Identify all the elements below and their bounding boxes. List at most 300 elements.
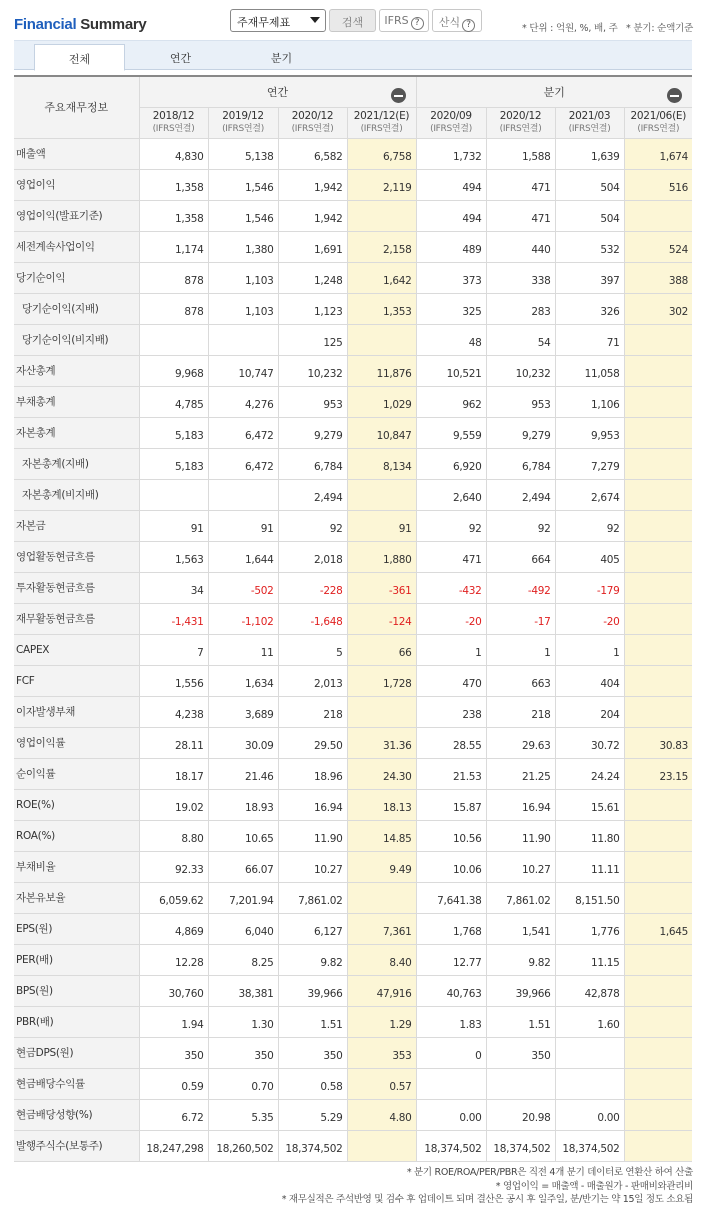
page-title <box>14 16 146 33</box>
column-period: 2020/09 <box>430 109 472 122</box>
table-cell: 1 <box>486 634 555 665</box>
column-header <box>278 107 347 138</box>
financial-summary-table <box>14 75 692 1162</box>
quarter-group-header <box>416 76 692 107</box>
table-cell: 5 <box>278 634 347 665</box>
table-cell: -1,648 <box>278 603 347 634</box>
table-cell: 283 <box>486 293 555 324</box>
ifrs-help-button[interactable] <box>379 9 429 32</box>
table-cell: 11 <box>208 634 278 665</box>
table-cell: 18.93 <box>208 789 278 820</box>
footnote: * 분기 ROE/ROA/PER/PBR은 직전 4개 분기 데이터로 연환산 하여 산출 <box>406 1167 693 1178</box>
row-label: 자본총계(지배) <box>14 448 139 479</box>
table-cell: 0.00 <box>416 1099 486 1130</box>
table-cell: 471 <box>416 541 486 572</box>
table-cell: 204 <box>555 696 624 727</box>
table-cell: 1,106 <box>555 386 624 417</box>
table-cell: 8,151.50 <box>555 882 624 913</box>
table-cell: 1.83 <box>416 1006 486 1037</box>
table-cell: 1,353 <box>347 293 416 324</box>
table-cell: 11.11 <box>555 851 624 882</box>
table-cell: -179 <box>555 572 624 603</box>
table-cell <box>139 324 208 355</box>
table-cell: 6,059.62 <box>139 882 208 913</box>
table-cell: 9,559 <box>416 417 486 448</box>
table-cell: 9.82 <box>486 944 555 975</box>
table-cell: 10,747 <box>208 355 278 386</box>
table-cell: 6,758 <box>347 138 416 169</box>
table-cell: 1,942 <box>278 200 347 231</box>
title-financial: Financial <box>14 16 77 33</box>
table-cell: 2,494 <box>278 479 347 510</box>
column-basis: (IFRS연결) <box>152 123 195 134</box>
collapse-annual-icon[interactable] <box>391 88 406 103</box>
row-label: 현금배당성향(%) <box>14 1099 139 1130</box>
table-cell <box>624 882 692 913</box>
table-cell: 40,763 <box>416 975 486 1006</box>
table-cell: 1,768 <box>416 913 486 944</box>
table-row <box>14 665 692 696</box>
row-label: 부채비율 <box>14 851 139 882</box>
table-row <box>14 913 692 944</box>
table-cell: 92 <box>278 510 347 541</box>
table-cell: 18.96 <box>278 758 347 789</box>
table-cell: 471 <box>486 169 555 200</box>
formula-label: 산식 <box>438 16 461 29</box>
summary-toolbar <box>0 0 703 40</box>
table-cell <box>347 1130 416 1161</box>
table-row <box>14 1037 692 1068</box>
row-label: 발행주식수(보통주) <box>14 1130 139 1161</box>
table-cell: 532 <box>555 231 624 262</box>
table-cell <box>624 789 692 820</box>
chevron-down-icon <box>310 17 320 23</box>
table-cell: 24.30 <box>347 758 416 789</box>
table-cell: 4,276 <box>208 386 278 417</box>
table-cell: 18,374,502 <box>416 1130 486 1161</box>
table-cell: 15.87 <box>416 789 486 820</box>
table-cell: 1,358 <box>139 200 208 231</box>
table-cell: 1 <box>416 634 486 665</box>
column-period: 2021/03 <box>568 109 611 122</box>
table-row <box>14 882 692 913</box>
table-cell: 6.72 <box>139 1099 208 1130</box>
table-cell: 11,876 <box>347 355 416 386</box>
table-cell: 10,232 <box>486 355 555 386</box>
table-cell: -20 <box>416 603 486 634</box>
table-cell: -361 <box>347 572 416 603</box>
column-header <box>624 107 692 138</box>
table-cell: 28.11 <box>139 727 208 758</box>
row-label: EPS(원) <box>14 913 139 944</box>
row-label: 영업이익률 <box>14 727 139 758</box>
table-row <box>14 200 692 231</box>
table-row <box>14 386 692 417</box>
table-cell: 0.59 <box>139 1068 208 1099</box>
annual-group-label: 연간 <box>266 85 289 99</box>
table-cell <box>624 696 692 727</box>
table-cell <box>624 851 692 882</box>
table-cell: 2,013 <box>278 665 347 696</box>
unit-note: * 단위 : 억원, %, 배, 주 <box>522 23 618 34</box>
table-row <box>14 479 692 510</box>
table-cell: 388 <box>624 262 692 293</box>
table-cell: 405 <box>555 541 624 572</box>
table-cell <box>624 355 692 386</box>
table-cell: 5,183 <box>139 417 208 448</box>
table-cell: 16.94 <box>278 789 347 820</box>
table-cell: 1,880 <box>347 541 416 572</box>
table-cell: 18,374,502 <box>278 1130 347 1161</box>
table-cell <box>347 324 416 355</box>
table-cell: 338 <box>486 262 555 293</box>
table-cell: 9,953 <box>555 417 624 448</box>
table-cell: 1,546 <box>208 200 278 231</box>
table-cell: 92.33 <box>139 851 208 882</box>
table-cell: 1,103 <box>208 293 278 324</box>
table-cell: 1,732 <box>416 138 486 169</box>
table-cell: 0.00 <box>555 1099 624 1130</box>
table-cell: 9.49 <box>347 851 416 882</box>
table-cell: 91 <box>208 510 278 541</box>
table-row <box>14 293 692 324</box>
table-cell: 664 <box>486 541 555 572</box>
table-cell: 218 <box>486 696 555 727</box>
table-cell: 9,279 <box>486 417 555 448</box>
corner-label: 주요재무정보 <box>14 76 139 138</box>
row-label: 순이익률 <box>14 758 139 789</box>
row-label: 자산총계 <box>14 355 139 386</box>
table-cell: 440 <box>486 231 555 262</box>
table-cell: 42,878 <box>555 975 624 1006</box>
table-cell: 30.72 <box>555 727 624 758</box>
table-cell <box>486 1068 555 1099</box>
formula-help-button[interactable] <box>432 9 482 32</box>
table-cell: 10.65 <box>208 820 278 851</box>
table-cell: 48 <box>416 324 486 355</box>
table-cell: 10.27 <box>278 851 347 882</box>
table-cell: 489 <box>416 231 486 262</box>
table-cell <box>624 820 692 851</box>
table-cell: 4,238 <box>139 696 208 727</box>
table-cell: 28.55 <box>416 727 486 758</box>
table-cell: 10,232 <box>278 355 347 386</box>
table-cell: 8.80 <box>139 820 208 851</box>
table-cell: 5.35 <box>208 1099 278 1130</box>
table-cell: 2,119 <box>347 169 416 200</box>
table-cell: 12.77 <box>416 944 486 975</box>
table-cell: 11.90 <box>278 820 347 851</box>
table-cell: 1,645 <box>624 913 692 944</box>
table-cell: 471 <box>486 200 555 231</box>
table-cell: 18.13 <box>347 789 416 820</box>
table-cell: 0.58 <box>278 1068 347 1099</box>
table-cell: 12.28 <box>139 944 208 975</box>
table-cell: 23.15 <box>624 758 692 789</box>
table-cell: 11.15 <box>555 944 624 975</box>
row-label: 영업이익 <box>14 169 139 200</box>
table-cell: 218 <box>278 696 347 727</box>
table-cell: -432 <box>416 572 486 603</box>
table-cell: 1,248 <box>278 262 347 293</box>
row-label: PER(배) <box>14 944 139 975</box>
column-header <box>486 107 555 138</box>
table-cell: 516 <box>624 169 692 200</box>
table-cell <box>208 479 278 510</box>
row-label: 자본총계 <box>14 417 139 448</box>
table-row <box>14 417 692 448</box>
table-cell: -124 <box>347 603 416 634</box>
table-cell: 66.07 <box>208 851 278 882</box>
table-cell: 1,639 <box>555 138 624 169</box>
table-cell: 1,546 <box>208 169 278 200</box>
table-cell: 326 <box>555 293 624 324</box>
table-cell: 47,916 <box>347 975 416 1006</box>
table-cell: 1,029 <box>347 386 416 417</box>
column-basis: (IFRS연결) <box>222 123 264 134</box>
table-cell: 2,640 <box>416 479 486 510</box>
table-cell: 34 <box>139 572 208 603</box>
table-row <box>14 1099 692 1130</box>
column-header <box>347 107 416 138</box>
table-cell: 39,966 <box>278 975 347 1006</box>
row-label: 영업활동현금흐름 <box>14 541 139 572</box>
table-cell: 125 <box>278 324 347 355</box>
table-cell <box>624 1037 692 1068</box>
table-cell: 1,563 <box>139 541 208 572</box>
footnote: * 영업이익 = 매출액 - 매출원가 - 판매비와관리비 <box>495 1180 693 1192</box>
table-cell: 11.90 <box>486 820 555 851</box>
row-label: 매출액 <box>14 138 139 169</box>
table-cell <box>347 882 416 913</box>
search-button[interactable]: 검색 <box>329 9 376 32</box>
collapse-quarter-icon[interactable] <box>667 88 682 103</box>
table-cell: 350 <box>278 1037 347 1068</box>
row-label: ROE(%) <box>14 789 139 820</box>
table-cell: 91 <box>347 510 416 541</box>
question-icon: ? <box>411 17 424 30</box>
column-basis: (IFRS연결) <box>360 123 403 134</box>
table-cell: 1,776 <box>555 913 624 944</box>
table-cell: 92 <box>555 510 624 541</box>
column-header <box>416 107 486 138</box>
footnotes <box>282 1166 693 1207</box>
table-cell: 878 <box>139 262 208 293</box>
table-cell: 39,966 <box>486 975 555 1006</box>
table-cell: 350 <box>208 1037 278 1068</box>
title-summary: Summary <box>80 16 147 33</box>
table-cell: 71 <box>555 324 624 355</box>
table-cell: 66 <box>347 634 416 665</box>
quarter-basis-note: * 분기: 순액기준 <box>626 23 694 34</box>
table-cell: 91 <box>139 510 208 541</box>
table-cell <box>416 1068 486 1099</box>
table-cell: 1.51 <box>278 1006 347 1037</box>
column-period: 2020/12 <box>499 109 542 122</box>
table-cell: 5.29 <box>278 1099 347 1130</box>
table-cell: 18.17 <box>139 758 208 789</box>
table-cell: 7 <box>139 634 208 665</box>
table-row <box>14 1130 692 1161</box>
table-cell: 11.80 <box>555 820 624 851</box>
row-label: 자본총계(비지배) <box>14 479 139 510</box>
table-cell: 31.36 <box>347 727 416 758</box>
table-cell <box>555 1068 624 1099</box>
table-row <box>14 572 692 603</box>
table-row <box>14 355 692 386</box>
row-label: 당기순이익(비지배) <box>14 324 139 355</box>
table-cell: 404 <box>555 665 624 696</box>
table-cell <box>624 200 692 231</box>
row-label: 영업이익(발표기준) <box>14 200 139 231</box>
table-row <box>14 696 692 727</box>
table-cell: 1,642 <box>347 262 416 293</box>
table-row <box>14 448 692 479</box>
row-label: ROA(%) <box>14 820 139 851</box>
table-cell: 397 <box>555 262 624 293</box>
table-cell: 5,183 <box>139 448 208 479</box>
table-cell: 9,968 <box>139 355 208 386</box>
table-cell: 470 <box>416 665 486 696</box>
table-body <box>14 138 692 1161</box>
table-cell <box>139 479 208 510</box>
table-cell: 325 <box>416 293 486 324</box>
table-cell: 21.53 <box>416 758 486 789</box>
table-cell: 1,644 <box>208 541 278 572</box>
table-row <box>14 1068 692 1099</box>
table-cell: 1,380 <box>208 231 278 262</box>
table-row <box>14 758 692 789</box>
table-cell <box>347 696 416 727</box>
table-cell: 504 <box>555 169 624 200</box>
table-cell: 7,641.38 <box>416 882 486 913</box>
table-cell: 1.94 <box>139 1006 208 1037</box>
table-cell: 92 <box>416 510 486 541</box>
table-cell: 494 <box>416 169 486 200</box>
table-cell: 30.83 <box>624 727 692 758</box>
row-label: 부채총계 <box>14 386 139 417</box>
table-cell: 30.09 <box>208 727 278 758</box>
table-cell: 1,174 <box>139 231 208 262</box>
table-cell: 350 <box>486 1037 555 1068</box>
table-cell <box>624 1099 692 1130</box>
table-cell: 1.51 <box>486 1006 555 1037</box>
table-cell <box>624 572 692 603</box>
footnote: * 재무실적은 주석반영 및 검수 후 업데이트 되며 결산은 공시 후 일주일, 분/반기는 약 15일 정도 소요됨 <box>281 1194 693 1205</box>
row-label: CAPEX <box>14 634 139 665</box>
table-cell: 6,784 <box>278 448 347 479</box>
table-cell <box>624 665 692 696</box>
table-cell: 4,869 <box>139 913 208 944</box>
table-cell: 1.29 <box>347 1006 416 1037</box>
table-cell: 18,260,502 <box>208 1130 278 1161</box>
row-label: 투자활동현금흐름 <box>14 572 139 603</box>
table-cell: 10.06 <box>416 851 486 882</box>
column-basis: (IFRS연결) <box>568 123 611 134</box>
table-cell: 373 <box>416 262 486 293</box>
row-label: 재무활동현금흐름 <box>14 603 139 634</box>
row-label: BPS(원) <box>14 975 139 1006</box>
table-cell <box>624 448 692 479</box>
table-cell <box>624 975 692 1006</box>
table-cell: -1,431 <box>139 603 208 634</box>
table-cell <box>624 386 692 417</box>
table-cell: 30,760 <box>139 975 208 1006</box>
table-row <box>14 1006 692 1037</box>
table-cell: 1,942 <box>278 169 347 200</box>
table-cell: 1,541 <box>486 913 555 944</box>
table-cell: 2,018 <box>278 541 347 572</box>
table-cell: 54 <box>486 324 555 355</box>
table-row <box>14 851 692 882</box>
table-cell <box>624 944 692 975</box>
tab-all[interactable]: 전체 <box>34 44 125 71</box>
table-cell: 4.80 <box>347 1099 416 1130</box>
tab-quarter[interactable]: 분기 <box>270 52 293 65</box>
question-icon: ? <box>462 19 475 32</box>
table-cell: 878 <box>139 293 208 324</box>
table-cell <box>347 479 416 510</box>
table-cell: 7,279 <box>555 448 624 479</box>
table-cell: 19.02 <box>139 789 208 820</box>
table-cell: 1,588 <box>486 138 555 169</box>
table-row <box>14 603 692 634</box>
table-cell: 1.30 <box>208 1006 278 1037</box>
table-cell: 10.27 <box>486 851 555 882</box>
table-row <box>14 231 692 262</box>
table-row <box>14 138 692 169</box>
table-cell <box>624 634 692 665</box>
table-cell: 2,494 <box>486 479 555 510</box>
table-cell: 494 <box>416 200 486 231</box>
table-cell: 6,784 <box>486 448 555 479</box>
row-label: 자본금 <box>14 510 139 541</box>
table-cell: 5,138 <box>208 138 278 169</box>
table-cell: 663 <box>486 665 555 696</box>
table-cell: 21.46 <box>208 758 278 789</box>
table-cell <box>624 324 692 355</box>
table-cell: 6,472 <box>208 448 278 479</box>
table-cell: 9,279 <box>278 417 347 448</box>
row-label: 이자발생부채 <box>14 696 139 727</box>
table-cell: 953 <box>278 386 347 417</box>
table-row <box>14 820 692 851</box>
table-cell: 18,374,502 <box>486 1130 555 1161</box>
table-cell <box>624 1068 692 1099</box>
table-cell: 24.24 <box>555 758 624 789</box>
table-cell <box>624 1130 692 1161</box>
table-cell: 1,358 <box>139 169 208 200</box>
table-cell: 302 <box>624 293 692 324</box>
column-header <box>555 107 624 138</box>
column-period: 2019/12 <box>222 109 264 122</box>
table-cell: 1,634 <box>208 665 278 696</box>
column-basis: (IFRS연결) <box>637 123 680 134</box>
table-cell: -20 <box>555 603 624 634</box>
table-cell: 524 <box>624 231 692 262</box>
table-cell: 10.56 <box>416 820 486 851</box>
table-cell: -1,102 <box>208 603 278 634</box>
row-label: 세전계속사업이익 <box>14 231 139 262</box>
row-label: 자본유보율 <box>14 882 139 913</box>
table-cell: 6,582 <box>278 138 347 169</box>
table-cell: 1 <box>555 634 624 665</box>
table-row <box>14 262 692 293</box>
report-type-select[interactable] <box>230 9 326 32</box>
tab-annual[interactable]: 연간 <box>169 52 192 65</box>
period-tabs <box>14 40 692 70</box>
table-cell <box>347 200 416 231</box>
